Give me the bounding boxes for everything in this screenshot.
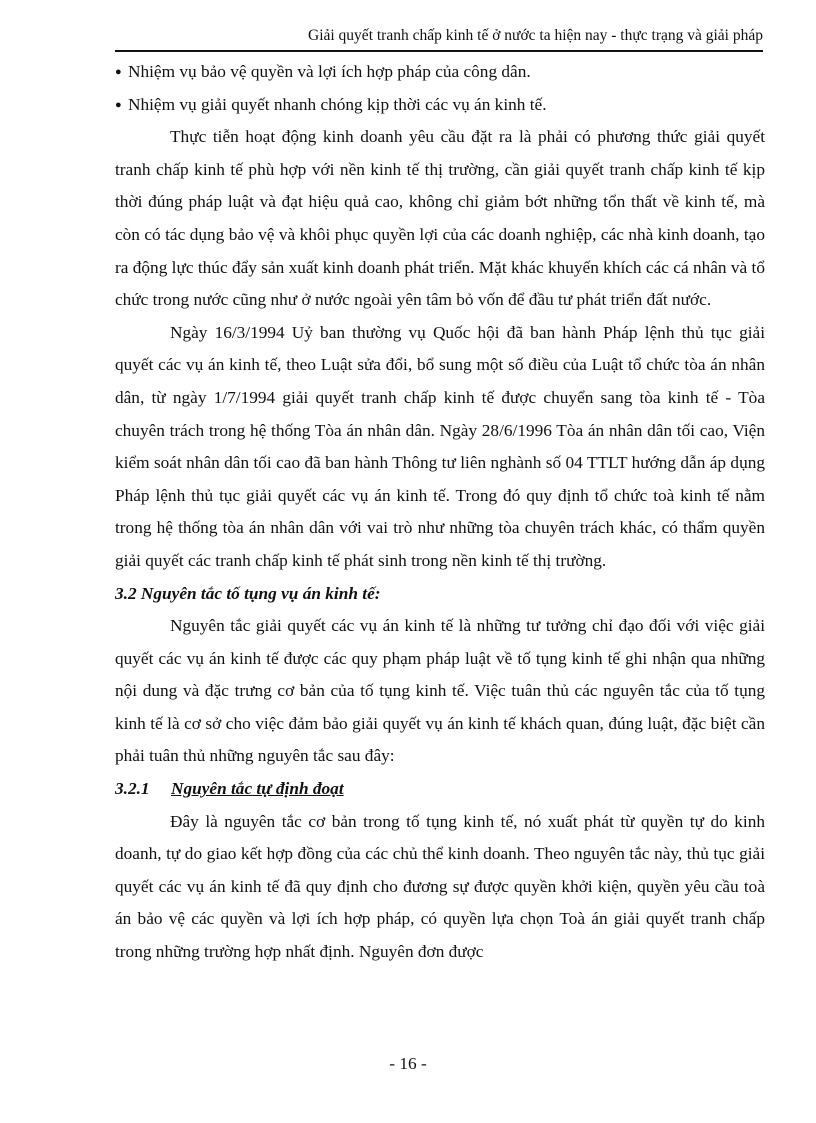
- header-divider: [115, 50, 763, 52]
- paragraph-business-practice: Thực tiễn hoạt động kinh doanh yêu cầu đặt ra là phải có phương thức giải quyết tranh chấp kinh tế phù hợp với nền kinh tế thị trường, cần giải quyết tranh chấp kinh tế kịp thời đúng pháp luật và đạt hiệu quả cao, không chỉ giảm bớt những tổn thất về kinh tế, mà còn có tác dụng bảo vệ và khôi phục quyền lợi của các doanh nghiệp, các nhà kinh doanh, tạo ra động lực thúc đẩy sản xuất kinh doanh phát triển. Mặt khác khuyến khích các cá nhân và tổ chức trong nước cũng như ở nước ngoài yên tâm bỏ vốn để đầu tư phát triển đất nước.: [115, 127, 765, 310]
- paragraph-principles-intro: Nguyên tắc giải quyết các vụ án kinh tế là những tư tưởng chỉ đạo đối với việc giải quyết các vụ án kinh tế được các quy phạm pháp luật về tố tụng kinh tế ghi nhận qua những nội dung và đặc trưng cơ bản của tố tụng kinh tế. Việc tuân thủ các nguyên tắc của tố tụng kinh tế là cơ sở cho việc đảm bảo giải quyết vụ án kinh tế khách quan, đúng luật, đặc biệt cần phải tuân thủ những nguyên tắc sau đây:: [115, 616, 765, 766]
- section-heading-3-2: 3.2 Nguyên tắc tố tụng vụ án kinh tế:: [115, 583, 381, 603]
- paragraph-self-determination: Đây là nguyên tắc cơ bản trong tố tụng kinh tế, nó xuất phát từ quyền tự do kinh doanh, tự do giao kết hợp đồng của các chủ thể kinh doanh. Theo nguyên tắc này, thủ tục giải quyết các vụ án kinh tế đã quy định cho đương sự được quyền khởi kiện, quyền yêu cầu toà án bảo vệ các quyền và lợi ích hợp pháp, có quyền lựa chọn Toà án giải quyết tranh chấp trong những trường hợp nhất định. Nguyên đơn được: [115, 811, 765, 962]
- page-number: - 16 -: [389, 1054, 427, 1073]
- bullet-dot-icon: ●: [115, 98, 122, 111]
- paragraph-ordinance-history: Ngày 16/3/1994 Uỷ ban thường vụ Quốc hội đã ban hành Pháp lệnh thủ tục giải quyết các vụ án kinh tế, theo Luật sửa đổi, bổ sung một số điều của Luật tổ chức tòa án nhân dân, từ ngày 1/7/1994 giải quyết tranh chấp kinh tế được chuyển sang tòa kinh tế - Tòa chuyên trách trong hệ thống Tòa án nhân dân. Ngày 28/6/1996 Tòa án nhân dân tối cao, Viện kiểm soát nhân dân tối cao đã ban hành Thông tư liên nghành số 04 TTLT hướng dẫn áp dụng Pháp lệnh thủ tục giải quyết các vụ án kinh tế. Trong đó quy định tổ chức toà kinh tế nằm trong hệ thống tòa án nhân dân với vai trò như những tòa chuyên trách khác, có thẩm quyền giải quyết các tranh chấp kinh tế phát sinh trong nền kinh tế thị trường.: [115, 322, 765, 570]
- running-header: Giải quyết tranh chấp kinh tế ở nước ta hiện nay - thực trạng và giải pháp: [308, 27, 763, 44]
- section-number: 3.2.1: [115, 779, 150, 799]
- bullet-text: Nhiệm vụ bảo vệ quyền và lợi ích hợp pháp của công dân.: [128, 62, 531, 81]
- bullet-text: Nhiệm vụ giải quyết nhanh chóng kịp thời các vụ án kinh tế.: [128, 94, 547, 114]
- document-body: [115, 56, 765, 969]
- bullet-dot-icon: ●: [115, 66, 122, 78]
- section-title: Nguyên tắc tự định đoạt: [171, 779, 344, 799]
- section-heading-3-2-1: [115, 773, 765, 806]
- bullet-item: [115, 89, 765, 122]
- bullet-item: [115, 56, 765, 89]
